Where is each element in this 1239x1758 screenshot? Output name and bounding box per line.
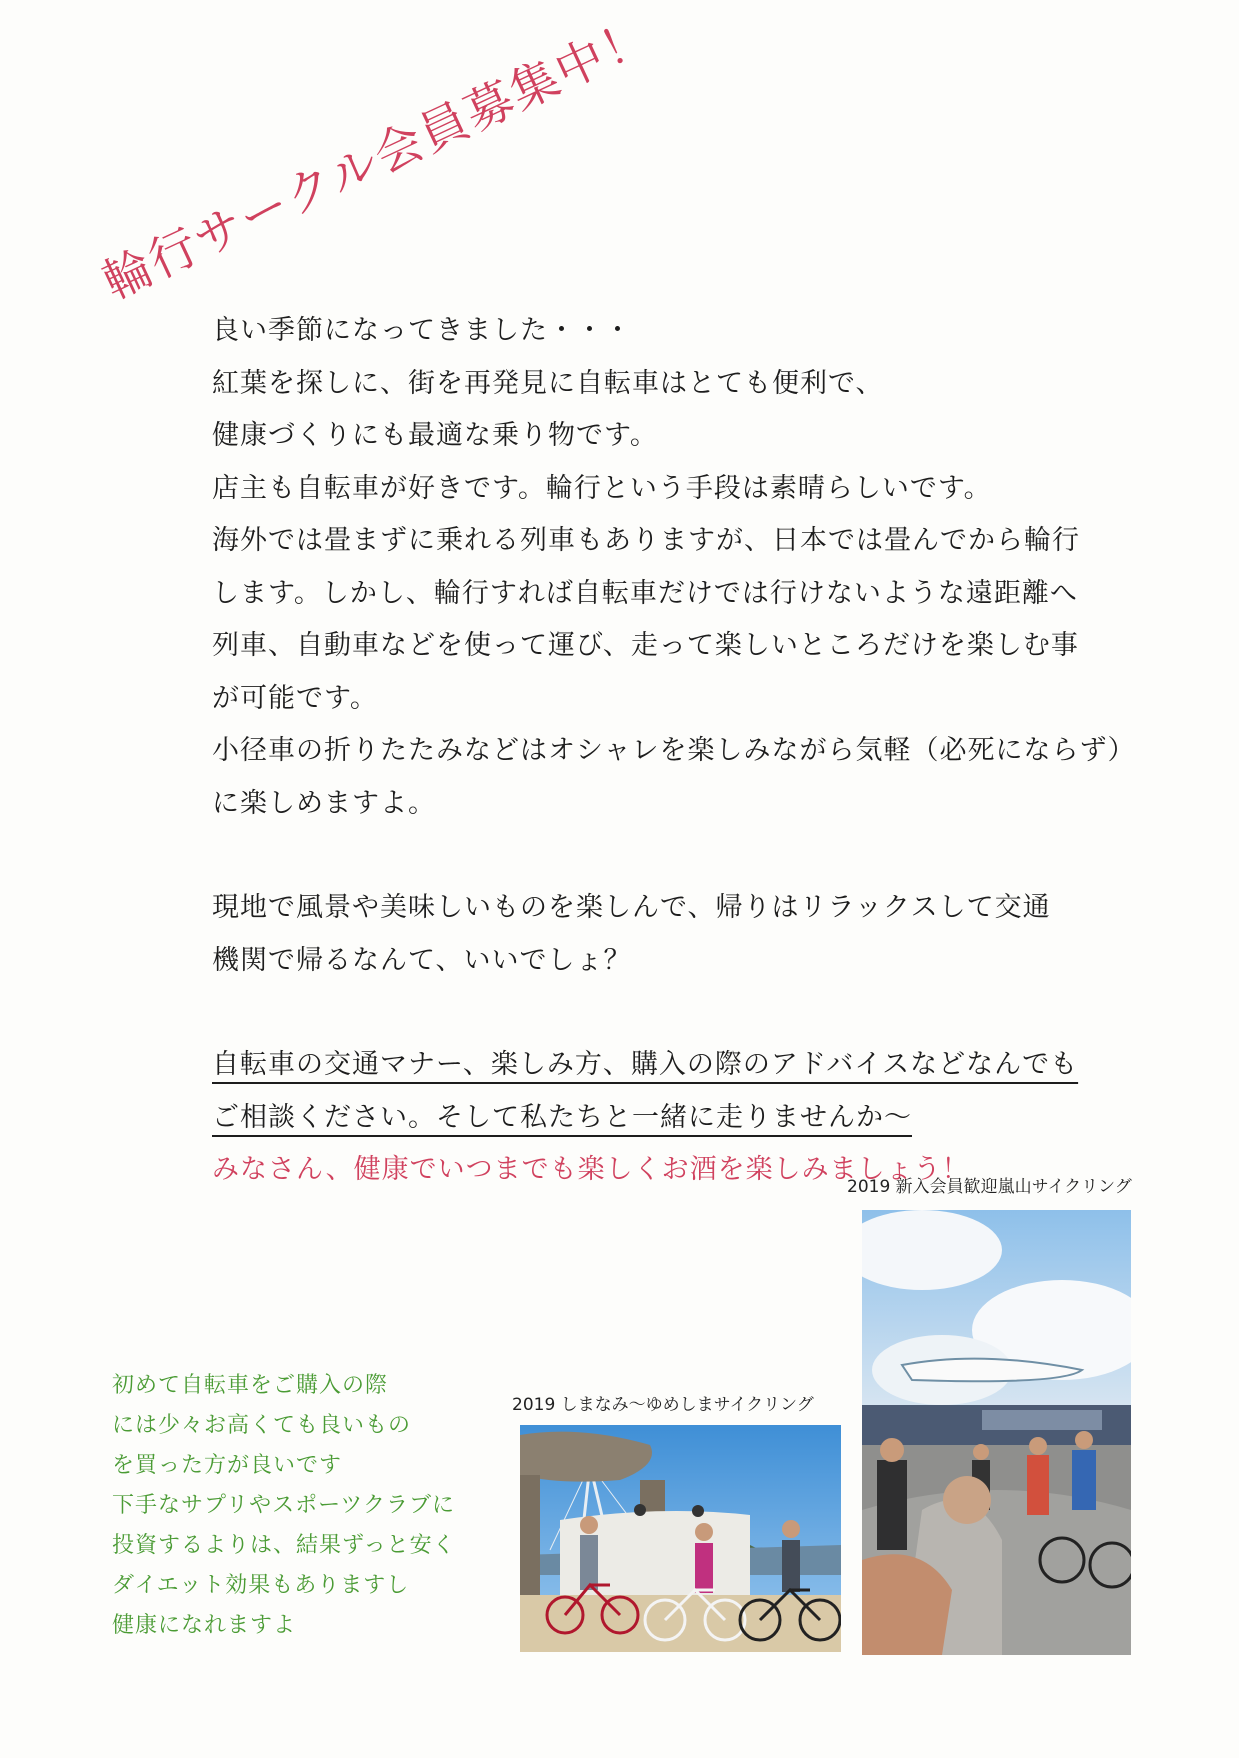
advice-line: ダイエット効果もありますし [112, 1573, 410, 1598]
body-line: 良い季節になってきました・・・ [212, 315, 632, 346]
advice-line: を買った方が良いです [112, 1453, 343, 1478]
advice-line: 下手なサプリやスポーツクラブに [112, 1493, 456, 1518]
advice-line: 投資するよりは、結果ずっと安く [112, 1533, 456, 1558]
advice-line: 初めて自転車をご購入の際 [112, 1373, 389, 1398]
body-line: 機関で帰るなんて、いいでしょ？ [212, 944, 632, 976]
body-line: 健康づくりにも最適な乗り物です。 [212, 420, 658, 451]
body-line: が可能です。 [212, 682, 378, 714]
advice-line: 健康になれますよ [112, 1613, 297, 1638]
body-line: 列車、自動車などを使って運び、走って楽しいところだけを楽しむ事 [212, 630, 1079, 661]
body-line: 小径車の折りたたみなどはオシャレを楽しみながら気軽（必死にならず） [212, 735, 1136, 766]
advice-text [112, 1366, 456, 1646]
arashiyama-caption: 2019 新入会員歓迎嵐山サイクリング [847, 1177, 1132, 1197]
body-line: 海外では畳まずに乗れる列車もありますが、日本では畳んでから輪行 [212, 525, 1080, 556]
advice-line: には少々お高くても良いもの [112, 1413, 412, 1438]
arashiyama-photo [862, 1210, 1131, 1655]
body-line: します。しかし、輪行すれば自転車だけでは行けないような遠距離へ [212, 577, 1078, 609]
underlined-line: 自転車の交通マナー、楽しみ方、購入の際のアドバイスなどなんでも [212, 1049, 1079, 1080]
body-line: 現地で風景や美味しいものを楽しんで、帰りはリラックスして交通 [212, 892, 1051, 923]
shimanami-caption: 2019 しまなみ～ゆめしまサイクリング [512, 1395, 814, 1415]
body-line: 紅葉を探しに、街を再発見に自転車はとても便利で、 [212, 367, 884, 399]
body-line: 店主も自転車が好きです。輪行という手段は素晴らしいです。 [212, 472, 992, 504]
underlined-line: ご相談ください。そして私たちと一緒に走りませんか～ [212, 1101, 912, 1133]
headline: 輪行サークル会員募集中！ [94, 7, 661, 311]
body-text [212, 305, 1136, 1197]
shimanami-photo [520, 1425, 841, 1652]
closing-line: みなさん、健康でいつまでも楽しくお酒を楽しみましょう！ [212, 1154, 970, 1185]
body-line: に楽しめますよ。 [212, 787, 436, 819]
